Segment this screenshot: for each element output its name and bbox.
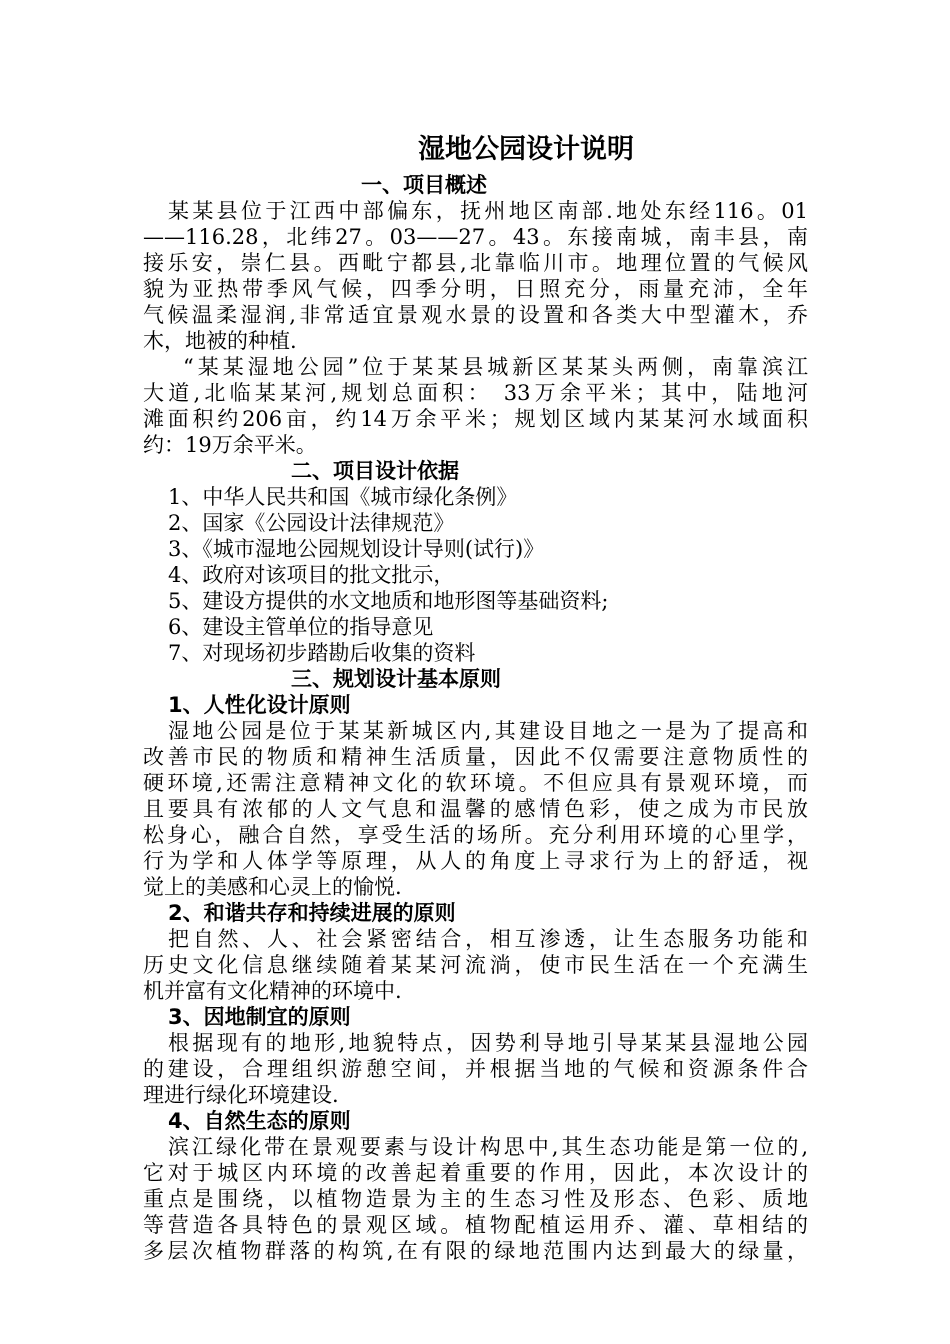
paragraph-line: 湿地公园是位于某某新城区内,其建设目地之一是为了提高和 <box>168 719 808 743</box>
principle-heading-local: 3、因地制宜的原则 <box>168 1005 351 1029</box>
paragraph-line: 松身心，融合自然，享受生活的场所。充分利用环境的心里学， <box>143 823 808 847</box>
paragraph-line: 机并富有文化精神的环境中. <box>143 979 402 1003</box>
principle-heading-humanized: 1、人性化设计原则 <box>168 693 351 717</box>
list-item: 4、政府对该项目的批文批示， <box>168 563 455 587</box>
paragraph-line: 觉上的美感和心灵上的愉悦. <box>143 875 402 899</box>
paragraph-line: 它对于城区内环境的改善起着重要的作用，因此，本次设计的 <box>143 1161 808 1185</box>
paragraph-line: 根据现有的地形,地貌特点，因势利导地引导某某县湿地公园 <box>168 1031 808 1055</box>
principle-heading-ecology: 4、自然生态的原则 <box>168 1109 351 1133</box>
paragraph-line: 重点是围绕，以植物造景为主的生态习性及形态、色彩、质地 <box>143 1187 808 1211</box>
document-body <box>143 128 808 1264</box>
paragraph-line: 改善市民的物质和精神生活质量，因此不仅需要注意物质性的 <box>143 745 808 769</box>
list-item: 3、《城市湿地公园规划设计导则(试行)》 <box>168 537 545 561</box>
section-heading-principles: 三、规划设计基本原则 <box>291 667 501 691</box>
paragraph-line: 约：19万余平米。 <box>143 433 317 457</box>
paragraph-line: 貌为亚热带季风气候，四季分明，日照充分，雨量充沛，全年 <box>143 277 808 301</box>
principle-heading-harmony: 2、和谐共存和持续进展的原则 <box>168 901 456 925</box>
list-item: 1、中华人民共和国《城市绿化条例》 <box>168 485 518 509</box>
overview-paragraph-2 <box>143 354 808 458</box>
paragraph-line: 气候温柔湿润,非常适宜景观水景的设置和各类大中型灌木，乔 <box>143 303 808 327</box>
list-item: 2、国家《公园设计法律规范》 <box>168 511 455 535</box>
list-item: 7、对现场初步踏勘后收集的资料 <box>168 641 476 665</box>
principle-paragraph-harmony <box>143 926 808 1004</box>
principle-paragraph-local <box>143 1030 808 1108</box>
basis-list <box>143 484 808 666</box>
paragraph-line: 硬环境,还需注意精神文化的软环境。不但应具有景观环境，而 <box>143 771 808 795</box>
paragraph-line: 木，地被的种植. <box>143 329 297 353</box>
overview-paragraph-1 <box>143 198 808 354</box>
section-heading-overview: 一、项目概述 <box>361 173 487 197</box>
paragraph-line: 的建设，合理组织游憩空间，并根据当地的气候和资源条件合 <box>143 1057 808 1081</box>
paragraph-line: 多层次植物群落的构筑,在有限的绿地范围内达到最大的绿量， <box>143 1239 808 1263</box>
paragraph-line: 把自然、人、社会紧密结合，相互渗透，让生态服务功能和 <box>168 927 808 951</box>
paragraph-line: 理进行绿化环境建设. <box>143 1083 339 1107</box>
list-item: 6、建设主管单位的指导意见 <box>168 615 434 639</box>
list-item: 5、建设方提供的水文地质和地形图等基础资料; <box>168 589 609 613</box>
paragraph-line: 滨江绿化带在景观要素与设计构思中,其生态功能是第一位的, <box>168 1135 808 1159</box>
principle-paragraph-ecology <box>143 1134 808 1264</box>
paragraph-line: 且要具有浓郁的人文气息和温馨的感情色彩，使之成为市民放 <box>143 797 808 821</box>
paragraph-line: 大道,北临某某河,规划总面积： 33万余平米；其中，陆地河 <box>143 381 808 405</box>
section-heading-basis: 二、项目设计依据 <box>291 459 459 483</box>
paragraph-line: 某某县位于江西中部偏东，抚州地区南部.地处东经116。01 <box>168 199 808 223</box>
paragraph-line: 等营造各具特色的景观区域。植物配植运用乔、灌、草相结的 <box>143 1213 808 1237</box>
paragraph-line: 历史文化信息继续随着某某河流淌，使市民生活在一个充满生 <box>143 953 808 977</box>
paragraph-line: ——116.28，北纬27。03——27。43。东接南城，南丰县，南 <box>143 225 808 249</box>
document-title: 湿地公园设计说明 <box>418 134 634 165</box>
paragraph-line: 滩面积约206亩，约14万余平米；规划区域内某某河水域面积 <box>143 407 808 431</box>
paragraph-line: 行为学和人体学等原理，从人的角度上寻求行为上的舒适，视 <box>143 849 808 873</box>
paragraph-line: 接乐安，崇仁县。西毗宁都县,北靠临川市。地理位置的气候风 <box>143 251 808 275</box>
principle-paragraph-humanized <box>143 718 808 900</box>
paragraph-line: “某某湿地公园”位于某某县城新区某某头两侧，南靠滨江 <box>183 355 808 379</box>
